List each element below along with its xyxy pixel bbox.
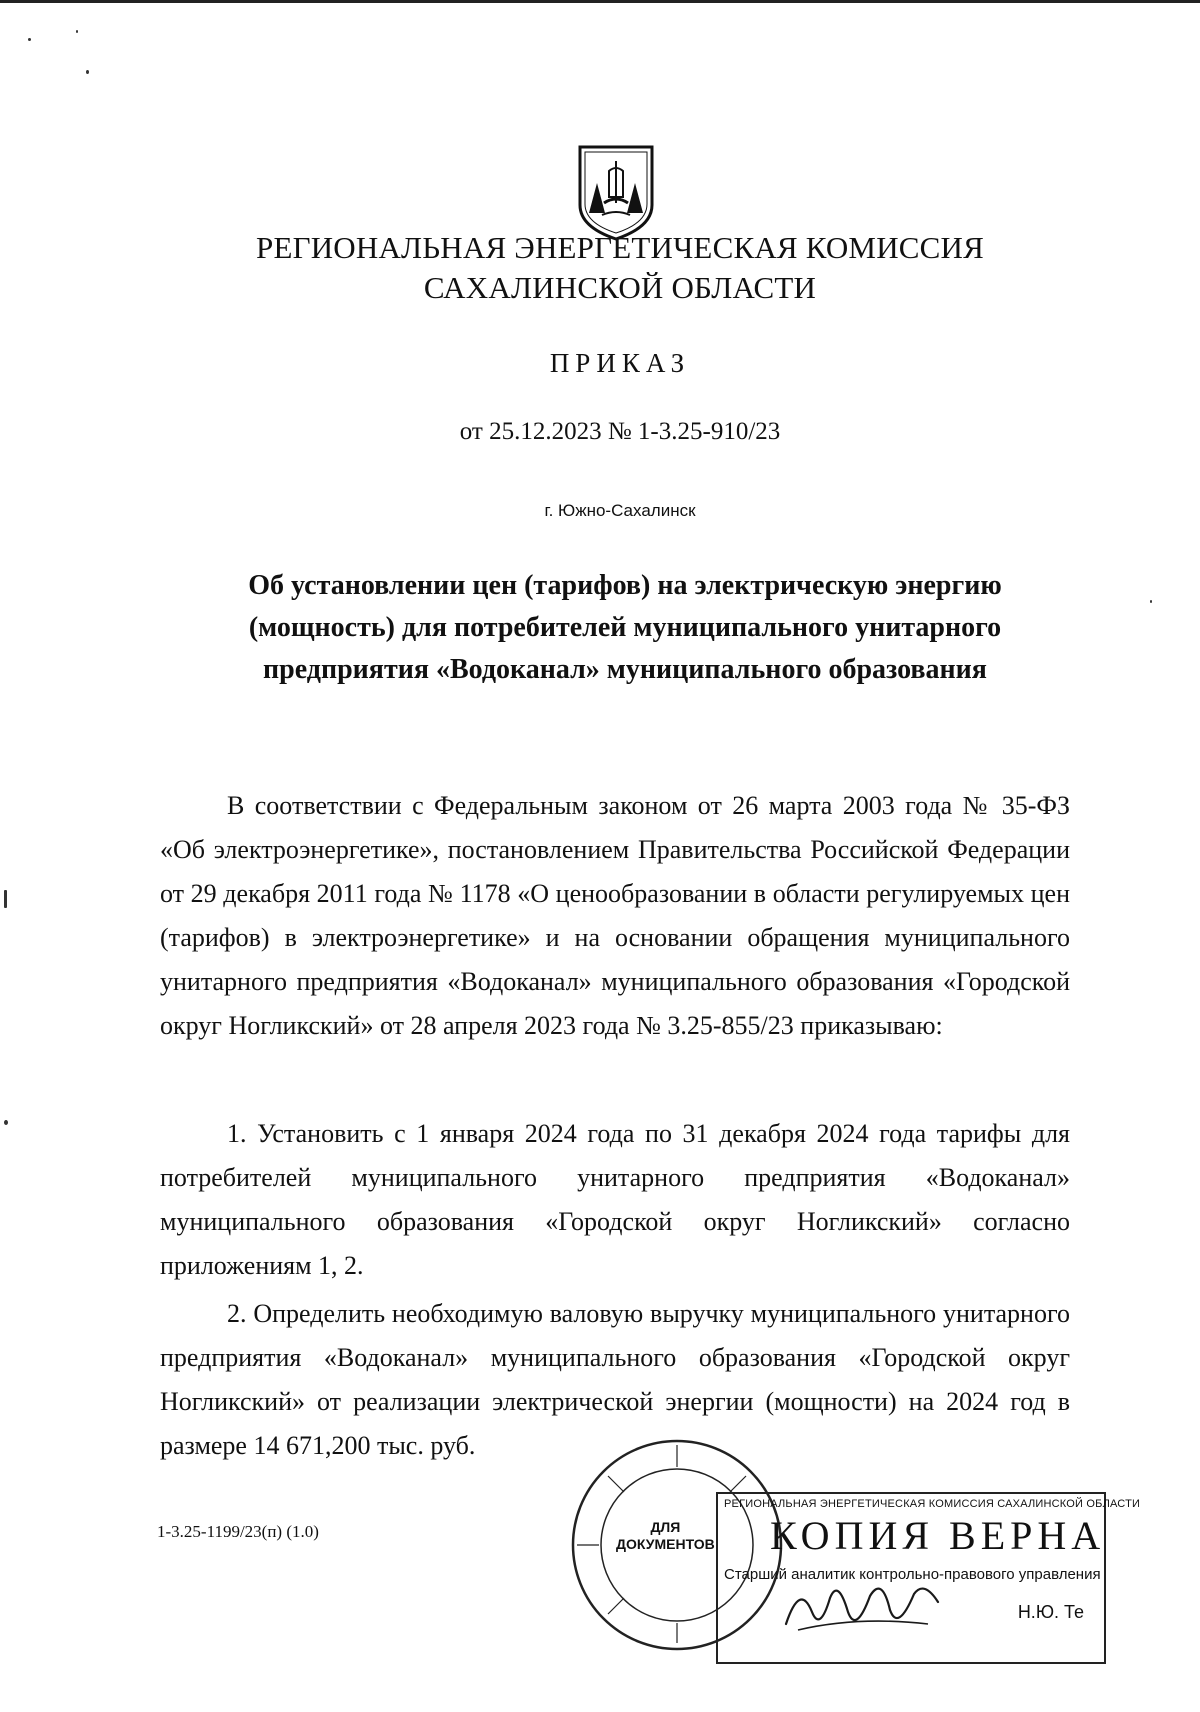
scan-speck [4,1120,8,1125]
organization-name-line2: САХАЛИНСКОЙ ОБЛАСТИ [423,270,817,305]
scan-speck [4,890,7,908]
scan-top-edge [0,0,1200,3]
stamp-official-name: Н.Ю. Те [1017,1602,1084,1622]
seal-label-line: ДОКУМЕНТОВ [616,1536,715,1552]
order-date-number: от 25.12.2023 № 1-3.25-910/23 [459,418,781,445]
stamp-title: КОПИЯ ВЕРНА [770,1513,1106,1558]
scan-speck [28,38,31,41]
organization-name-line1: РЕГИОНАЛЬНАЯ ЭНЕРГЕТИЧЕСКАЯ КОМИССИЯ [256,230,984,265]
scan-speck [76,30,78,33]
clause-1-paragraph: 1. Установить с 1 января 2024 года по 31 декабря 2024 года тарифы для потребителей муниципального унитарного предприятия «Водоканал» муниципального образования «Городской округ Ногликский» согласно приложениям 1, 2. [160,1119,1070,1280]
document-registration-code: 1-3.25-1199/23(п) (1.0) [157,1522,319,1541]
handwritten-signature [778,1572,948,1642]
subject-line: Об установлении цен (тарифов) на электрическую энергию [248,570,1002,601]
certified-copy-stamp [716,1492,1141,1664]
subject-line: (мощность) для потребителей муниципального унитарного [248,612,1002,643]
order-subject [150,565,1100,691]
scan-speck [1150,600,1152,603]
preamble-paragraph: В соответствии с Федеральным законом от 26 марта 2003 года № 35-ФЗ «Об электроэнергетике», постановлением Правительства Российской Федерации от 29 декабря 2011 года № 1178 «О ценообразовании в области регулируемых цен (тарифов) в электроэнергетике» и на основании обращения муниципального унитарного предприятия «Водоканал» муниципального образования «Городской округ Ногликский» от 28 апреля 2023 года № 3.25-855/23 приказываю: [160,791,1070,1040]
issue-city: г. Южно-Сахалинск [544,501,696,520]
seal-center-label [616,1519,715,1553]
scan-speck [86,70,89,74]
seal-label-line: ДЛЯ [650,1519,681,1535]
stamp-official-position: Старший аналитик контрольно-правового управления [724,1566,1101,1583]
document-type: ПРИКАЗ [549,348,691,378]
stamp-organization: РЕГИОНАЛЬНАЯ ЭНЕРГЕТИЧЕСКАЯ КОМИССИЯ САХАЛИНСКОЙ ОБЛАСТИ [724,1498,1141,1510]
clause-2-paragraph: 2. Определить необходимую валовую выручку муниципального унитарного предприятия «Водоканал» муниципального образования «Городской округ Ногликский» от реализации электрической энергии (мощности) на 2024 год в размере 14 671,200 тыс. руб. [160,1299,1070,1460]
subject-line: предприятия «Водоканал» муниципального образования [263,654,987,685]
